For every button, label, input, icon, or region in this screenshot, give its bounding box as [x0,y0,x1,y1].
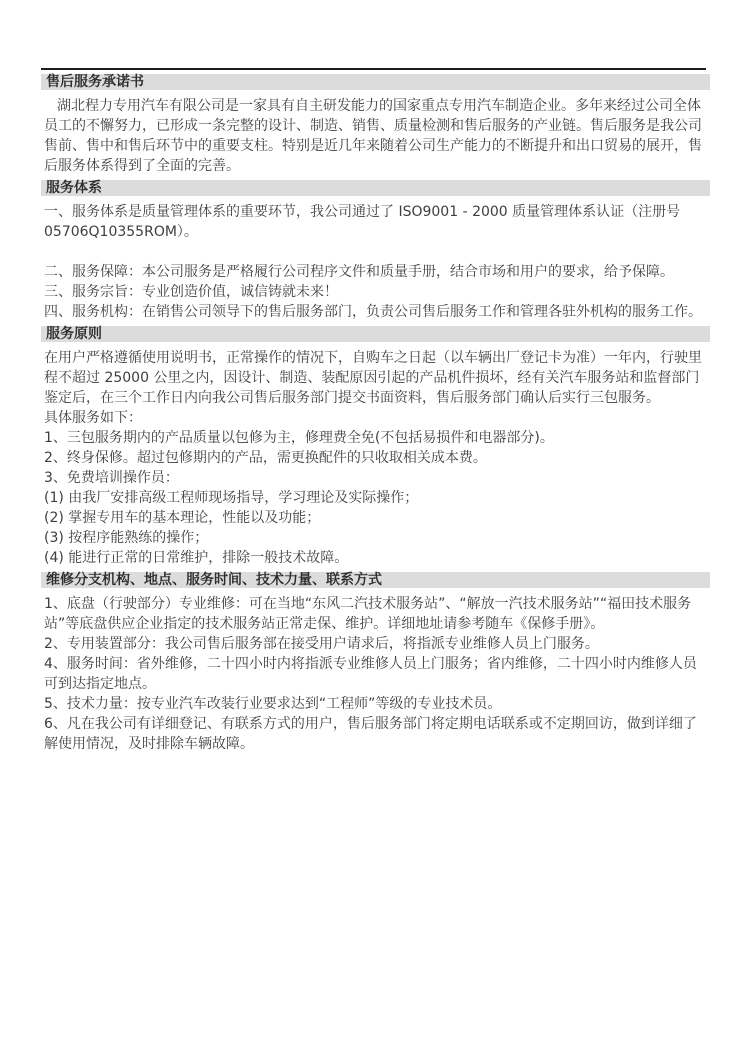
paragraph-service-system-4: 四、服务机构：在销售公司领导下的售后服务部门，负责公司售后服务工作和管理各驻外机构的服务工作。 [44,304,702,320]
section-heading-service-principles: 服务原则 [41,326,710,342]
paragraph-training-sub-4: (4) 能进行正常的日常维护，排除一般技术故障。 [44,550,349,566]
paragraph-service-system-3: 三、服务宗旨：专业创造价值，诚信铸就未来！ [44,284,338,300]
section-repair-network [41,572,710,754]
paragraph-service-system-1: 一、服务体系是质量管理体系的重要环节，我公司通过了 ISO9001 - 2000 质量管理体系认证（注册号 05706Q10355ROM）。 [44,204,681,240]
section-heading-service-system: 服务体系 [41,180,710,196]
section-service-principles [41,326,710,568]
paragraph-repair-item-6: 6、凡在我公司有详细登记、有联系方式的用户，售后服务部门将定期电话联系或不定期回访，做到详细了解使用情况，及时排除车辆故障。 [44,716,697,752]
paragraph-training-sub-3: (3) 按程序能熟练的操作； [44,530,209,546]
paragraph-service-item-3: 3、免费培训操作员： [44,470,179,486]
paragraph-service-item-2: 2、终身保修。超过包修期内的产品，需更换配件的只收取相关成本费。 [44,450,487,466]
paragraph-repair-item-1: 1、底盘（行驶部分）专业维修：可在当地“东风二汽技术服务站”、“解放一汽技术服务站”“福田技术服务站”等底盘供应企业指定的技术服务站正常走保、维护。详细地址请参考随车《保修手册》。 [44,596,692,632]
paragraph-repair-item-5: 5、技术力量：按专业汽车改装行业要求达到“工程师”等级的专业技术员。 [44,696,502,712]
paragraph-blank-spacer [41,242,710,262]
paragraph-training-sub-1: (1) 由我厂安排高级工程师现场指导，学习理论及实际操作； [44,490,419,506]
section-heading-repair-network: 维修分支机构、地点、服务时间、技术力量、联系方式 [41,572,710,588]
document-body [41,68,710,754]
top-rule-divider [41,68,706,70]
paragraph-repair-item-2: 2、专用装置部分：我公司售后服务部在接受用户请求后，将指派专业维修人员上门服务。 [44,636,599,652]
paragraph-repair-item-4: 4、服务时间：省外维修，二十四小时内将指派专业维修人员上门服务；省内维修，二十四小时内维修人员可到达指定地点。 [44,656,697,692]
paragraph-service-item-1: 1、三包服务期内的产品质量以包修为主，修理费全免(不包括易损件和电器部分)。 [44,430,554,446]
paragraph-service-system-2: 二、服务保障：本公司服务是严格履行公司程序文件和质量手册，结合市场和用户的要求，给予保障。 [44,264,674,280]
paragraph-company-intro: 湖北程力专用汽车有限公司是一家具有自主研发能力的国家重点专用汽车制造企业。多年来经过公司全体员工的不懈努力，已形成一条完整的设计、制造、销售、质量检测和售后服务的产业链。售后服务是我公司售前、售中和售后环节中的重要支柱。特别是近几年来随着公司生产能力的不断提升和出口贸易的展开，售后服务体系得到了全面的完善。 [44,98,702,174]
paragraph-warranty-terms: 在用户严格遵循使用说明书，正常操作的情况下，自购车之日起（以车辆出厂登记卡为准）一年内，行驶里程不超过 25000 公里之内，因设计、制造、装配原因引起的产品机件损坏，经有关汽车服务站和监督部门鉴定后，在三个工作日内向我公司售后服务部门提交书面资料，售后服务部门确认后实行三包服务。 [44,350,702,406]
paragraph-services-intro: 具体服务如下： [44,410,142,426]
paragraph-training-sub-2: (2) 掌握专用车的基本理论，性能以及功能； [44,510,321,526]
section-heading-service-commitment: 售后服务承诺书 [41,74,710,90]
section-service-system [41,180,710,322]
section-service-commitment [41,74,710,176]
